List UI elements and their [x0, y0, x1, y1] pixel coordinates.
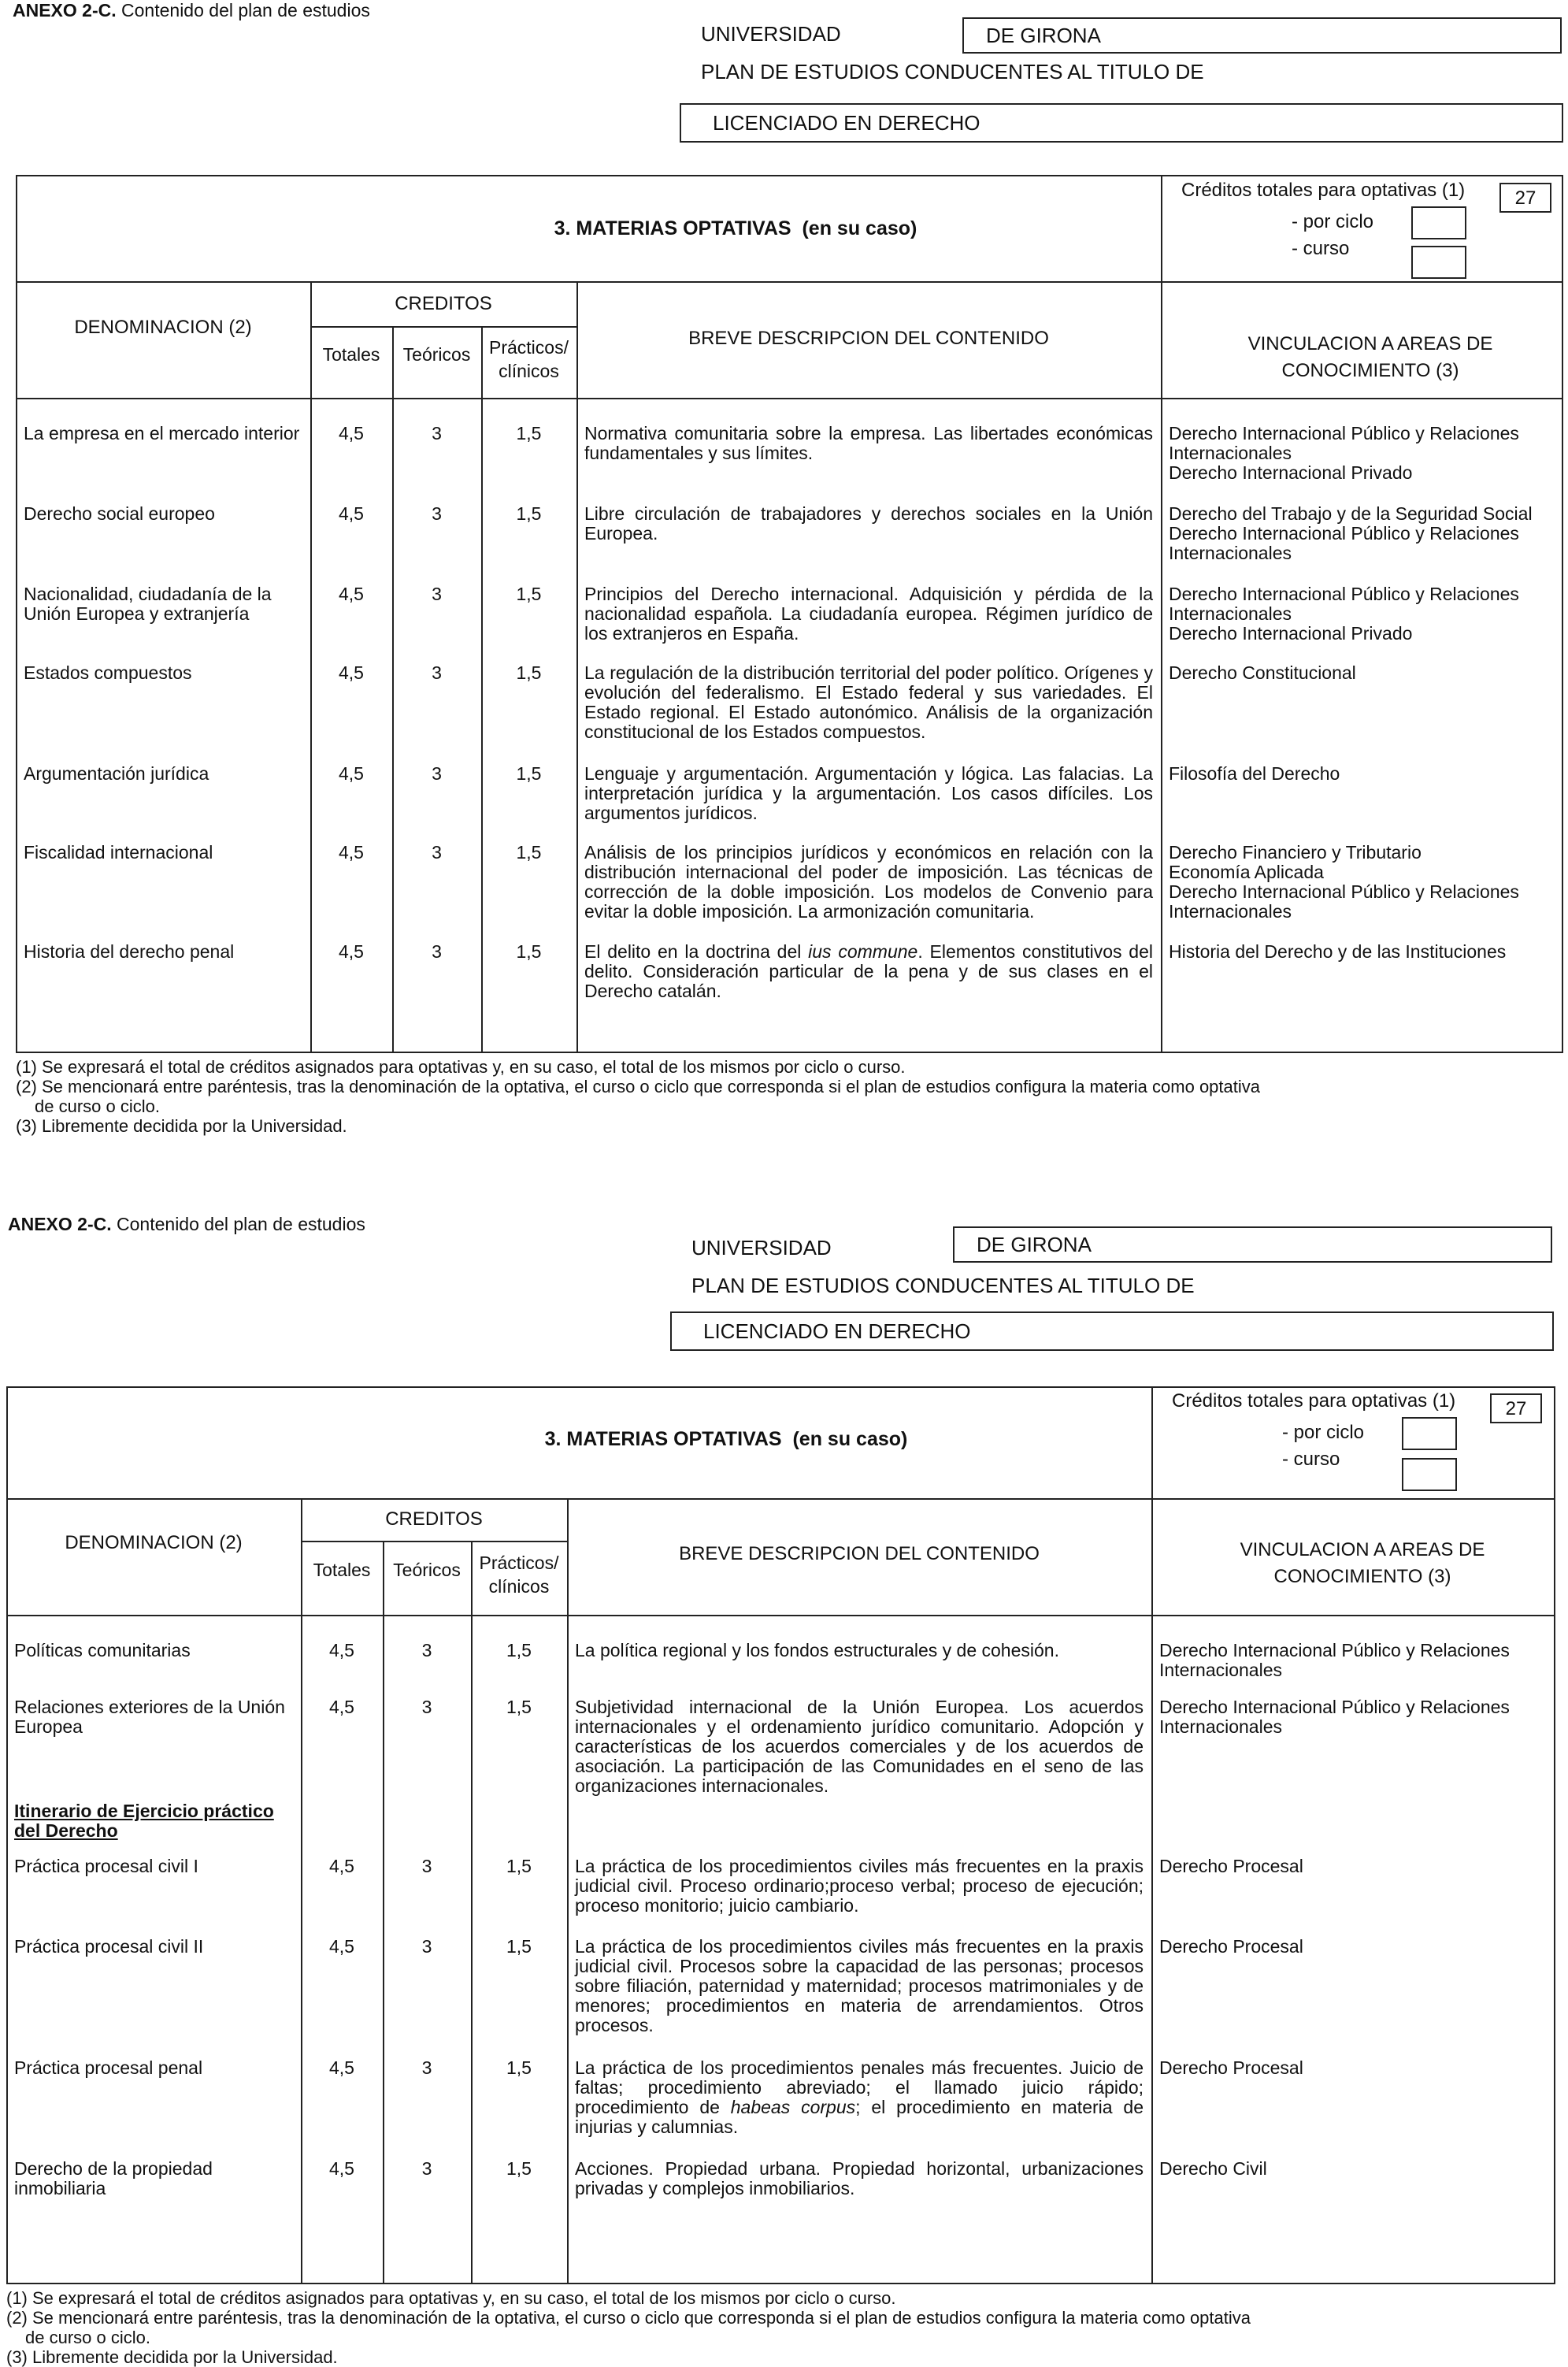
- row-denominacion: La empresa en el mercado interior: [24, 423, 300, 443]
- col-denominacion: DENOMINACION (2): [74, 317, 252, 338]
- annex-title: ANEXO 2-C. Contenido del plan de estudios: [13, 0, 370, 20]
- row-teoricos: 3: [421, 2158, 432, 2179]
- por-ciclo-box: [1411, 206, 1466, 239]
- footnote-1: (1) Se expresará el total de créditos asignados para optativas y, en su caso, el total de los mismos por ciclo o curso.: [6, 2288, 896, 2308]
- footnotes: [6, 2288, 1550, 2367]
- plan-label: PLAN DE ESTUDIOS CONDUCENTES AL TITULO DE: [691, 1274, 1195, 1297]
- row-vinculacion: Filosofía del Derecho: [1169, 763, 1340, 784]
- row-denominacion: Estados compuestos: [24, 662, 192, 683]
- row-denominacion: Práctica procesal penal: [14, 2057, 203, 2078]
- footnotes: [16, 1057, 1559, 1136]
- creditos-totales-value: 27: [1490, 1393, 1542, 1423]
- row-descripcion: Libre circulación de trabajadores y derechos sociales en la Unión Europea.: [584, 503, 1153, 544]
- curso-label: - curso: [1282, 1449, 1340, 1470]
- annex-page-2: [0, 1201, 1568, 2367]
- row-practicos: 1,5: [516, 763, 542, 784]
- row-teoricos: 3: [432, 503, 442, 524]
- footnote-2: (2) Se mencionará entre paréntesis, tras la denominación de la optativa, el curso o ciclo que corresponda si el plan de estudios configura la materia como optativa: [16, 1077, 1260, 1096]
- col-divider-4: [576, 281, 578, 1053]
- section-title: 3. MATERIAS OPTATIVAS (en su caso): [544, 1428, 908, 1450]
- universidad-label: UNIVERSIDAD: [701, 22, 841, 46]
- row-practicos: 1,5: [506, 1936, 532, 1957]
- row-descripcion: La práctica de los procedimientos civiles más frecuentes en la praxis judicial civil. Proceso ordinario;proceso verbal; proceso de ejecución; proceso monitorio; juicio cambiario.: [575, 1856, 1144, 1916]
- row-practicos: 1,5: [516, 584, 542, 604]
- row-descripcion: Subjetividad internacional de la Unión Europea. Los acuerdos internacionales y el ordenamiento jurídico comunitario. Adopción y características de los acuerdos comerciales y de los acuerdos de asociación. La participación de las Comunidades en el seno de las organizaciones internacionales.: [575, 1697, 1144, 1796]
- col-creditos: CREDITOS: [395, 293, 492, 314]
- row-practicos: 1,5: [506, 1640, 532, 1660]
- row-totales: 4,5: [329, 1697, 354, 1717]
- row-descripcion: La política regional y los fondos estructurales y de cohesión.: [575, 1640, 1059, 1660]
- row-totales: 4,5: [339, 423, 364, 443]
- footnote-2-cont: de curso o ciclo.: [25, 2328, 150, 2347]
- row-practicos: 1,5: [506, 1856, 532, 1876]
- row-totales: 4,5: [329, 1856, 354, 1876]
- annex-page-1: [0, 0, 1568, 1158]
- curso-label: - curso: [1292, 238, 1350, 259]
- row-vinculacion: Derecho Constitucional: [1169, 662, 1356, 683]
- row-practicos: 1,5: [506, 1697, 532, 1717]
- col-divider-4: [567, 1498, 569, 2284]
- row-descripcion: La regulación de la distribución territorial del poder político. Orígenes y evolución del federalismo. El Estado federal y sus variedades. El Estado regional. El Estado autonómico. Análisis de la organización constitucional de los Estados compuestos.: [584, 662, 1153, 742]
- itinerario-heading: Itinerario de Ejercicio práctico del Derecho: [14, 1801, 274, 1841]
- creditos-divider: [301, 1541, 567, 1542]
- row-vinculacion: Derecho del Trabajo y de la Seguridad Social Derecho Internacional Público y Relaciones Internacionales: [1169, 503, 1533, 563]
- plan-label: PLAN DE ESTUDIOS CONDUCENTES AL TITULO DE: [701, 60, 1204, 83]
- row-denominacion: Relaciones exteriores de la Unión Europea: [14, 1697, 285, 1737]
- row-totales: 4,5: [339, 503, 364, 524]
- row-denominacion: Derecho de la propiedad inmobiliaria: [14, 2158, 213, 2198]
- header-divider: [6, 1498, 1555, 1500]
- row-totales: 4,5: [339, 662, 364, 683]
- col-descripcion: BREVE DESCRIPCION DEL CONTENIDO: [688, 328, 1049, 349]
- footnote-3: (3) Libremente decidida por la Universidad.: [16, 1116, 347, 1136]
- row-vinculacion: Derecho Procesal: [1159, 1936, 1303, 1957]
- header-right-divider: [1151, 1386, 1153, 1498]
- row-practicos: 1,5: [506, 2158, 532, 2179]
- row-teoricos: 3: [432, 842, 442, 863]
- annex-title: ANEXO 2-C. Contenido del plan de estudios: [8, 1214, 365, 1234]
- footnote-1: (1) Se expresará el total de créditos asignados para optativas y, en su caso, el total de los mismos por ciclo o curso.: [16, 1057, 906, 1077]
- row-practicos: 1,5: [516, 503, 542, 524]
- row-descripcion: Lenguaje y argumentación. Argumentación y lógica. Las falacias. La interpretación jurídica y la argumentación. Los casos difíciles. Los argumentos jurídicos.: [584, 763, 1153, 823]
- row-totales: 4,5: [329, 1936, 354, 1957]
- por-ciclo-label: - por ciclo: [1292, 211, 1374, 232]
- row-descripcion: Acciones. Propiedad urbana. Propiedad horizontal, urbanizaciones privadas y complejos inmobiliarios.: [575, 2158, 1144, 2198]
- row-totales: 4,5: [329, 1640, 354, 1660]
- row-vinculacion: Derecho Civil: [1159, 2158, 1267, 2179]
- col-divider-5: [1151, 1498, 1153, 2284]
- header-bottom-divider: [16, 398, 1563, 399]
- header-bottom-divider: [6, 1615, 1555, 1616]
- row-denominacion: Fiscalidad internacional: [24, 842, 213, 863]
- row-practicos: 1,5: [516, 842, 542, 863]
- row-vinculacion: Derecho Procesal: [1159, 2057, 1303, 2078]
- col-practicos: Prácticos/ clínicos: [489, 337, 569, 381]
- col-vinculacion: VINCULACION A AREAS DE CONOCIMIENTO (3): [1240, 1539, 1485, 1587]
- row-denominacion: Práctica procesal civil II: [14, 1936, 204, 1957]
- row-denominacion: Historia del derecho penal: [24, 941, 235, 962]
- row-descripcion: Principios del Derecho internacional. Adquisición y pérdida de la nacionalidad española. La ciudadanía europea. Régimen jurídico de los extranjeros en España.: [584, 584, 1153, 644]
- col-teoricos: Teóricos: [393, 1560, 461, 1580]
- col-totales: Totales: [322, 344, 380, 365]
- por-ciclo-label: - por ciclo: [1282, 1422, 1365, 1443]
- row-vinculacion: Derecho Internacional Público y Relaciones Internacionales: [1159, 1640, 1510, 1680]
- universidad-label: UNIVERSIDAD: [691, 1236, 832, 1260]
- titulo-field: LICENCIADO EN DERECHO: [680, 103, 1563, 143]
- row-totales: 4,5: [339, 842, 364, 863]
- creditos-divider: [310, 326, 576, 328]
- row-denominacion: Políticas comunitarias: [14, 1640, 191, 1660]
- col-creditos: CREDITOS: [385, 1508, 483, 1530]
- row-teoricos: 3: [421, 1640, 432, 1660]
- row-teoricos: 3: [421, 1697, 432, 1717]
- row-descripcion: El delito en la doctrina del ius commune. Elementos constitutivos del delito. Consideración particular de la pena y de sus clases en el Derecho catalán.: [584, 941, 1153, 1001]
- row-denominacion: Derecho social europeo: [24, 503, 215, 524]
- col-totales: Totales: [313, 1560, 371, 1580]
- row-denominacion: Nacionalidad, ciudadanía de la Unión Europea y extranjería: [24, 584, 272, 624]
- titulo-field: LICENCIADO EN DERECHO: [670, 1311, 1554, 1351]
- row-teoricos: 3: [432, 941, 442, 962]
- row-practicos: 1,5: [516, 662, 542, 683]
- row-totales: 4,5: [339, 584, 364, 604]
- row-teoricos: 3: [432, 763, 442, 784]
- row-descripcion: Normativa comunitaria sobre la empresa. Las libertades económicas fundamentales y sus límites.: [584, 423, 1153, 463]
- row-practicos: 1,5: [516, 941, 542, 962]
- row-vinculacion: Derecho Procesal: [1159, 1856, 1303, 1876]
- row-descripcion: La práctica de los procedimientos civiles más frecuentes en la praxis judicial civil. Procesos sobre la capacidad de las personas; procesos sobre filiación, paternidad y maternidad; procesos matrimoniales y de menores; procedimientos en materia de arrendamientos. Otros procesos.: [575, 1936, 1144, 2035]
- col-descripcion: BREVE DESCRIPCION DEL CONTENIDO: [679, 1543, 1040, 1564]
- row-descripcion: Análisis de los principios jurídicos y económicos en relación con la distribución internacional del poder de imposición. Las técnicas de corrección de la doble imposición. Los modelos de Convenio para evitar la doble imposición. La armonización comunitaria.: [584, 842, 1153, 922]
- col-divider-5: [1161, 281, 1162, 1053]
- col-denominacion: DENOMINACION (2): [65, 1532, 243, 1553]
- creditos-totales-label: Créditos totales para optativas (1): [1172, 1390, 1456, 1412]
- header-divider: [16, 281, 1563, 283]
- row-vinculacion: Derecho Internacional Público y Relaciones Internacionales Derecho Internacional Privado: [1169, 423, 1519, 483]
- row-practicos: 1,5: [516, 423, 542, 443]
- row-teoricos: 3: [432, 584, 442, 604]
- row-vinculacion: Historia del Derecho y de las Instituciones: [1169, 941, 1507, 962]
- col-practicos: Prácticos/ clínicos: [479, 1553, 559, 1597]
- col-teoricos: Teóricos: [402, 344, 471, 365]
- curso-box: [1411, 246, 1466, 279]
- row-totales: 4,5: [329, 2158, 354, 2179]
- col-vinculacion: VINCULACION A AREAS DE CONOCIMIENTO (3): [1247, 333, 1493, 381]
- section-title: 3. MATERIAS OPTATIVAS (en su caso): [554, 217, 917, 239]
- row-practicos: 1,5: [506, 2057, 532, 2078]
- row-vinculacion: Derecho Financiero y Tributario Economía Aplicada Derecho Internacional Público y Relaciones Internacionales: [1169, 842, 1519, 922]
- por-ciclo-box: [1402, 1417, 1457, 1450]
- universidad-field: DE GIRONA: [953, 1226, 1552, 1263]
- footnote-3: (3) Libremente decidida por la Universidad.: [6, 2347, 338, 2367]
- creditos-totales-value: 27: [1499, 183, 1551, 213]
- row-totales: 4,5: [339, 941, 364, 962]
- footnote-2: (2) Se mencionará entre paréntesis, tras la denominación de la optativa, el curso o ciclo que corresponda si el plan de estudios configura la materia como optativa: [6, 2308, 1251, 2328]
- header-right-divider: [1161, 175, 1162, 281]
- row-teoricos: 3: [421, 1856, 432, 1876]
- row-teoricos: 3: [432, 423, 442, 443]
- curso-box: [1402, 1458, 1457, 1491]
- row-vinculacion: Derecho Internacional Público y Relaciones Internacionales: [1159, 1697, 1510, 1737]
- row-teoricos: 3: [432, 662, 442, 683]
- universidad-field: DE GIRONA: [962, 17, 1562, 54]
- row-denominacion: Argumentación jurídica: [24, 763, 209, 784]
- row-totales: 4,5: [339, 763, 364, 784]
- row-descripcion: La práctica de los procedimientos penales más frecuentes. Juicio de faltas; procedimiento abreviado; el llamado juicio rápido; procedimiento de habeas corpus; el procedimiento en materia de injurias y calumnias.: [575, 2057, 1144, 2137]
- row-totales: 4,5: [329, 2057, 354, 2078]
- row-teoricos: 3: [421, 2057, 432, 2078]
- row-teoricos: 3: [421, 1936, 432, 1957]
- creditos-totales-label: Créditos totales para optativas (1): [1181, 180, 1466, 201]
- row-vinculacion: Derecho Internacional Público y Relaciones Internacionales Derecho Internacional Privado: [1169, 584, 1519, 644]
- footnote-2-cont: de curso o ciclo.: [35, 1096, 160, 1116]
- row-denominacion: Práctica procesal civil I: [14, 1856, 198, 1876]
